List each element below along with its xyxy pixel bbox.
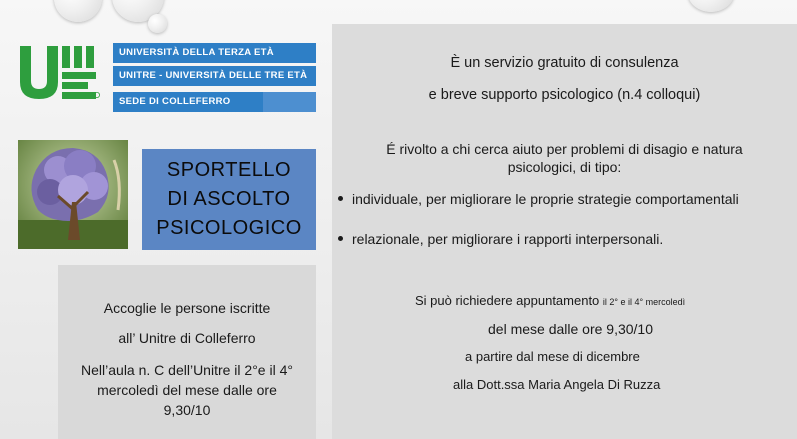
title-line-1: SPORTELLO [166,159,292,181]
bullet-dot-icon [338,196,343,201]
left-text-line-2: all’ Unitre di Colleferro [118,330,256,346]
unitre-logo [18,44,100,100]
intro-line-1: È un servizio gratuito di consulenza [450,55,679,71]
bullet-item-individuale [338,191,739,207]
target-line-2: psicologici, di tipo: [507,159,622,175]
tree-head-image [18,140,128,249]
left-text-line-1: Accoglie le persone iscritte [103,300,271,316]
title-line-3: PSICOLOGICO [156,217,302,239]
appointment-line-1 [415,293,795,308]
logo-band-terza-eta: UNIVERSITÀ DELLA TERZA ETÀ [113,43,316,63]
left-info-box [58,265,316,439]
appointment-line-3: a partire dal mese di dicembre [465,349,640,364]
bullet-text: individuale, per migliorare le proprie strategie comportamentali [352,191,739,207]
logo-band-sede: SEDE DI COLLEFERRO [113,92,263,112]
target-line-1: É rivolto a chi cerca aiuto per problemi di disagio e natura [386,141,743,157]
appointment-text: Si può richiedere appuntamento [415,293,600,308]
bullet-text: relazionale, per migliorare i rapporti interpersonali. [352,231,664,247]
title-box [142,149,316,250]
bullet-dot-icon [338,236,343,241]
appointment-days-text: il 2° e il 4° mercoledì [602,297,686,307]
intro-line-2: e breve supporto psicologico (n.4 colloqui) [428,87,701,103]
left-text-line-5: 9,30/10 [163,402,211,418]
decorative-bubble [54,0,102,22]
appointment-line-2: del mese dalle ore 9,30/10 [488,321,653,337]
left-text-line-3: Nell’aula n. C dell’Unitre il 2°e il 4° [81,362,293,378]
title-text [156,156,302,243]
logo-band-tre-eta: UNITRE - UNIVERSITÀ DELLE TRE ETÀ [113,66,316,86]
logo-band-accent [263,92,316,112]
title-line-2: DI ASCOLTO [167,188,291,210]
appointment-line-4: alla Dott.ssa Maria Angela Di Ruzza [453,377,661,392]
left-text-line-4: mercoledì del mese dalle ore [97,382,277,398]
decorative-bubble [148,14,167,33]
bullet-item-relazionale [338,231,663,247]
decorative-bubble [688,0,734,12]
